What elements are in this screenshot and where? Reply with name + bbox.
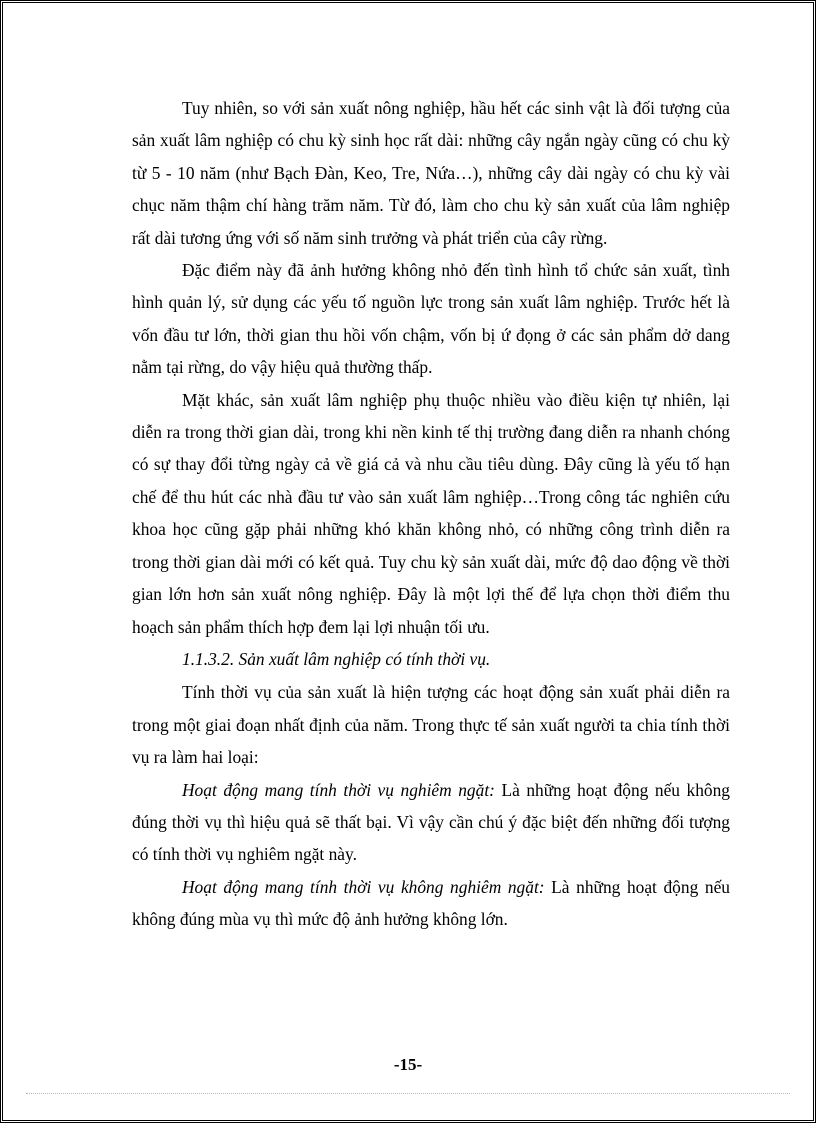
non-strict-seasonal-body: Là những hoạt động nếu không đúng mùa vụ thì mức độ ảnh hưởng không lớn.	[132, 876, 730, 930]
paragraph-seasonality: Tính thời vụ của sản xuất là hiện tượng các hoạt động sản xuất phải diễn ra trong một giai đoạn nhất định của năm. Trong thực tế sản xuất người ta chia tính thời vụ ra làm hai loại:	[132, 682, 730, 768]
non-strict-seasonal-lead: Hoạt động mang tính thời vụ không nghiêm ngặt:	[182, 876, 545, 897]
paragraph-non-strict-seasonal	[132, 871, 730, 936]
page-number: -15-	[393, 1055, 423, 1074]
strict-seasonal-lead: Hoạt động mang tính thời vụ nghiêm ngặt:	[182, 779, 495, 800]
footer-divider	[26, 1093, 790, 1094]
paragraph-impact: Đặc điểm này đã ảnh hưởng không nhỏ đến tình hình tổ chức sản xuất, tình hình quản lý, sử dụng các yếu tố nguồn lực trong sản xuất lâm nghiệp. Trước hết là vốn đầu tư lớn, thời gian thu hồi vốn chậm, vốn bị ứ đọng ở các sản phẩm dở dang nằm tại rừng, do vậy hiệu quả thường thấp.	[132, 260, 730, 378]
strict-seasonal-body: Là những hoạt động nếu không đúng thời vụ thì hiệu quả sẽ thất bại. Vì vậy cần chú ý đặc biệt đến những đối tượng có tính thời vụ nghiêm ngặt này.	[132, 779, 730, 865]
document-body	[132, 92, 730, 936]
paragraph-strict-seasonal	[132, 774, 730, 871]
paragraph-natural-conditions: Mặt khác, sản xuất lâm nghiệp phụ thuộc nhiều vào điều kiện tự nhiên, lại diễn ra trong thời gian dài, trong khi nền kinh tế thị trường đang diễn ra nhanh chóng có sự thay đổi từng ngày cả về giá cả và nhu cầu tiêu dùng. Đây cũng là yếu tố hạn chế để thu hút các nhà đầu tư vào sản xuất lâm nghiệp…Trong công tác nghiên cứu khoa học cũng gặp phải những khó khăn không nhỏ, có những công trình diễn ra trong thời gian dài mới có kết quả. Tuy chu kỳ sản xuất dài, mức độ dao động về thời gian lớn hơn sản xuất nông nghiệp. Đây là một lợi thế để lựa chọn thời điểm thu hoạch sản phẩm thích hợp đem lại lợi nhuận tối ưu.	[132, 389, 730, 637]
paragraph-life-cycle: Tuy nhiên, so với sản xuất nông nghiệp, hầu hết các sinh vật là đối tượng của sản xuất lâm nghiệp có chu kỳ sinh học rất dài: những cây ngắn ngày cũng có chu kỳ từ 5 - 10 năm (như Bạch Đàn, Keo, Tre, Nứa…), những cây dài ngày có chu kỳ vài chục năm thậm chí hàng trăm năm. Từ đó, làm cho chu kỳ sản xuất của lâm nghiệp rất dài tương ứng với số năm sinh trưởng và phát triển của cây rừng.	[132, 98, 730, 248]
section-heading: 1.1.3.2. Sản xuất lâm nghiệp có tính thời vụ.	[182, 648, 491, 669]
